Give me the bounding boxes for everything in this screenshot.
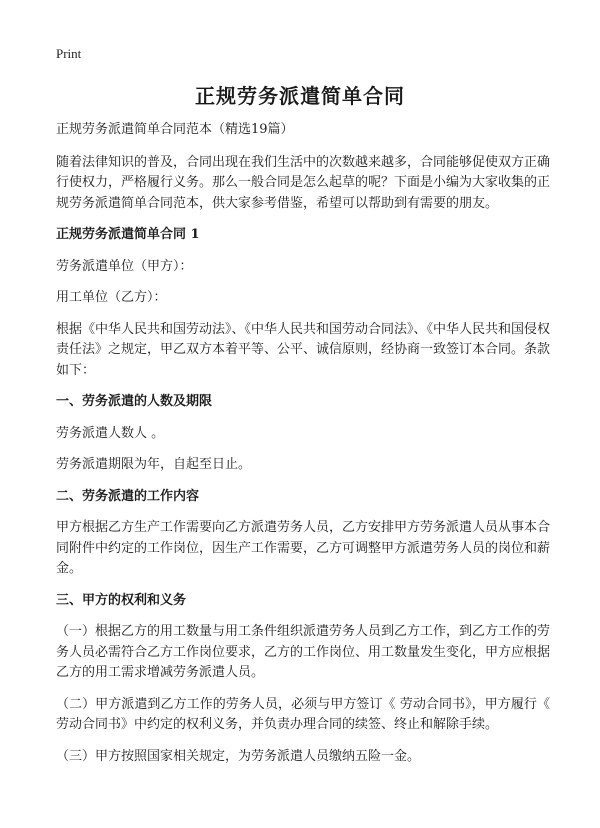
section3-item1: （一）根据乙方的用工数量与用工条件组织派遣劳务人员到乙方工作，到乙方工作的劳务人员必需符合乙方工作岗位要求，乙方的工作岗位、用工数量发生变化，甲方应根据乙方的用工需求增减劳务派遣人员。 [56, 624, 551, 680]
section1-heading: 一、劳务派遣的人数及期限 [56, 394, 213, 409]
document-subtitle: 正规劳务派遣简单合同范本（精选19篇） [56, 122, 294, 137]
print-link[interactable]: Print [56, 46, 82, 61]
page-title: 正规劳务派遣简单合同 [195, 84, 405, 108]
party-b-line: 用工单位（乙方）： [56, 290, 167, 305]
section2-paragraph: 甲方根据乙方生产工作需要向乙方派遣劳务人员，乙方安排甲方劳务派遣人员从事本合同附件中约定的工作岗位，因生产工作需要，乙方可调整甲方派遣劳务人员的岗位和薪金。 [56, 520, 551, 576]
contract-heading: 正规劳务派遣简单合同 1 [56, 227, 200, 242]
basis-paragraph: 根据《中华人民共和国劳动法》、《中华人民共和国劳动合同法》、《中华人民共和国侵权责任法》之规定，甲乙双方本着平等、公平、诚信原则，经协商一致签订本合同。条款如下： [56, 321, 551, 378]
section1-term-line: 劳务派遣期限为年，自起至日止。 [56, 457, 252, 472]
section3-heading: 三、甲方的权利和义务 [56, 592, 187, 608]
section3-item2: （二）甲方派遣到乙方工作的劳务人员，必须与甲方签订《 劳动合同书》，甲方履行《 劳动合同书》中约定的权利义务，并负责办理合同的续签、终止和解除手续。 [56, 696, 550, 732]
section2-heading: 二、劳务派遣的工作内容 [56, 488, 200, 504]
party-a-line: 劳务派遣单位（甲方）： [56, 258, 193, 274]
section1-count-line: 劳务派遣人数人 。 [56, 425, 165, 441]
section3-item3: （三）甲方按照国家相关规定，为劳务派遣人员缴纳五险一金。 [56, 748, 421, 764]
document-body [56, 120, 550, 778]
intro-paragraph: 随着法律知识的普及，合同出现在我们生活中的次数越来越多，合同能够促使双方正确行使权力，严格履行义务。那么一般合同是怎么起草的呢？下面是小编为大家收集的正规劳务派遣简单合同范本，供大家参考借鉴，希望可以帮助到有需要的朋友。 [56, 154, 551, 211]
